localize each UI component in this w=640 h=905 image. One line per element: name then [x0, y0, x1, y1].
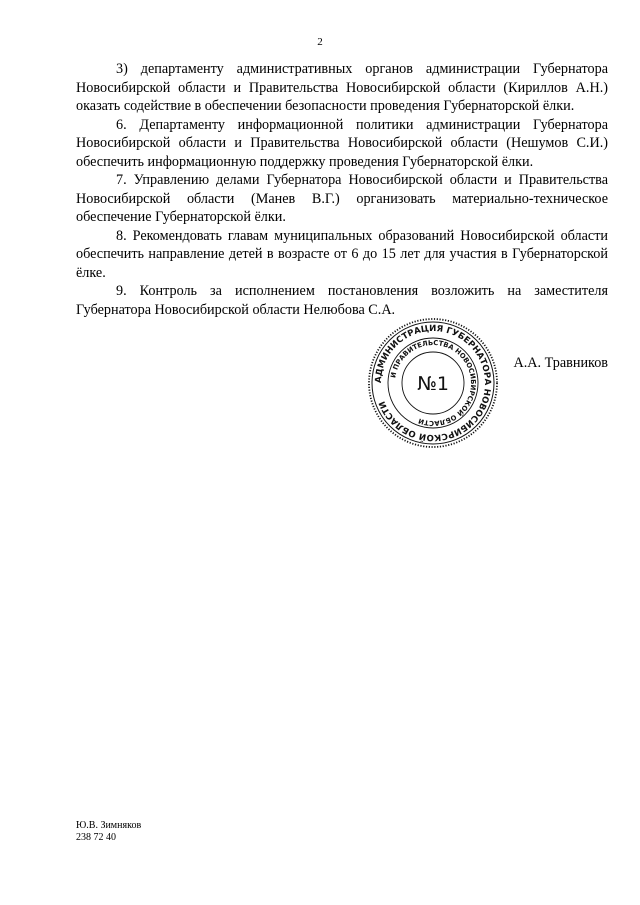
- page-number: 2: [317, 36, 323, 48]
- paragraph-item-6: 6. Департаменту информационной политики администрации Губернатора Новосибирской области и Правительства Новосибирской области (Нешумов С.И.) обеспечить информационную поддержку проведения Губернаторской ёлки.: [76, 116, 608, 170]
- seal-graphic: [366, 316, 500, 450]
- document-body: [76, 60, 608, 319]
- seal-number-text: №1: [417, 373, 449, 395]
- executor-phone: 238 72 40: [76, 832, 116, 843]
- executor-name: Ю.В. Зимняков: [76, 820, 142, 831]
- paragraph-item-9: 9. Контроль за исполнением постановления возложить на заместителя Губернатора Новосибирской области Нелюбова С.А.: [76, 283, 608, 318]
- paragraph-item-3: 3) департаменту административных органов администрации Губернатора Новосибирской области и Правительства Новосибирской области (Кириллов А.Н.) оказать содействие в обеспечении безопасности проведения Губернаторской ёлки.: [76, 61, 608, 114]
- official-seal: [366, 316, 500, 450]
- seal-outer-text: АДМИНИСТРАЦИЯ ГУБЕРНАТОРА НОВОСИБИРСКОЙ ОБЛАСТИ: [373, 323, 493, 443]
- paragraph-item-8: 8. Рекомендовать главам муниципальных образований Новосибирской области обеспечить направление детей в возрасте от 6 до 15 лет для участия в Губернаторской ёлке.: [76, 227, 608, 281]
- paragraph-item-7: 7. Управлению делами Губернатора Новосибирской области и Правительства Новосибирской области (Манев В.Г.) организовать материально-техническое обеспечение Губернаторской ёлки.: [76, 172, 608, 225]
- seal-inner-text: И ПРАВИТЕЛЬСТВА НОВОСИБИРСКОЙ ОБЛАСТИ: [389, 338, 478, 428]
- signature-name: А.А. Травников: [513, 355, 608, 371]
- executor-info: [76, 820, 141, 844]
